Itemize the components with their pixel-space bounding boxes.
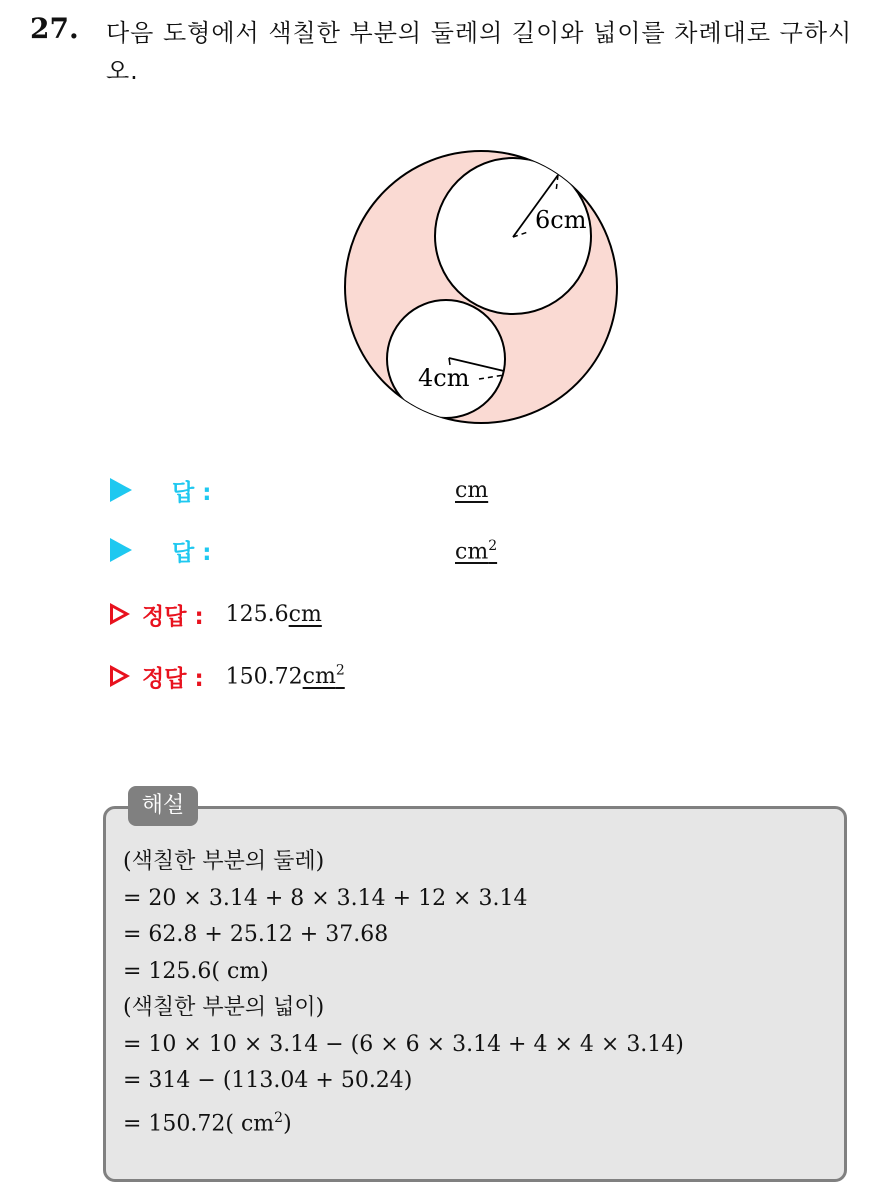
solution-line: = 20 × 3.14 + 8 × 3.14 + 12 × 3.14: [123, 885, 528, 911]
correct-value-area: $150.72cm^2$: [225, 662, 345, 690]
outline-triangle-icon: [110, 603, 130, 625]
solution-tag: 해설: [128, 786, 198, 826]
answer-label: 답 :: [172, 539, 212, 566]
correct-row-area: [110, 656, 345, 696]
play-triangle-icon: [110, 478, 132, 502]
solution-line: (색칠한 부분의 둘레): [123, 849, 325, 874]
answer-row-perimeter: [110, 470, 211, 510]
correct-row-perimeter: [110, 594, 322, 634]
correct-label: 정답 :: [142, 665, 204, 692]
solution-line: = 314 − (113.04 + 50.24): [123, 1068, 413, 1093]
unit-length: cm: [455, 478, 489, 503]
solution-line-final: = 150.72( $cm^2$): [123, 1109, 292, 1136]
answer-row-area: [110, 530, 211, 570]
circle-figure: [330, 140, 630, 440]
solution-line: = 10 × 10 × 3.14 − (6 × 6 × 3.14 + 4 × 4 × 3.14): [123, 1031, 684, 1057]
solution-line: = 62.8 + 25.12 + 37.68: [123, 922, 389, 947]
solution-line: = 125.6( cm): [123, 958, 269, 984]
correct-label: 정답 :: [142, 603, 204, 630]
solution-line: (색칠한 부분의 넓이): [123, 995, 325, 1020]
correct-value-perimeter: 125.6cm: [225, 601, 322, 627]
unit-area: $cm^2$: [455, 538, 498, 565]
question-text: 다음 도형에서 색칠한 부분의 둘레의 길이와 넓이를 차례대로 구하시오.: [106, 19, 853, 85]
outline-triangle-icon: [110, 665, 130, 687]
solution-lines: [123, 844, 684, 1142]
play-triangle-icon: [110, 538, 132, 562]
small-radius-label: 4cm: [418, 364, 470, 392]
question-number: 27.: [30, 12, 79, 45]
answer-label: 답 :: [172, 479, 212, 506]
large-radius-label: 6cm: [535, 206, 587, 234]
